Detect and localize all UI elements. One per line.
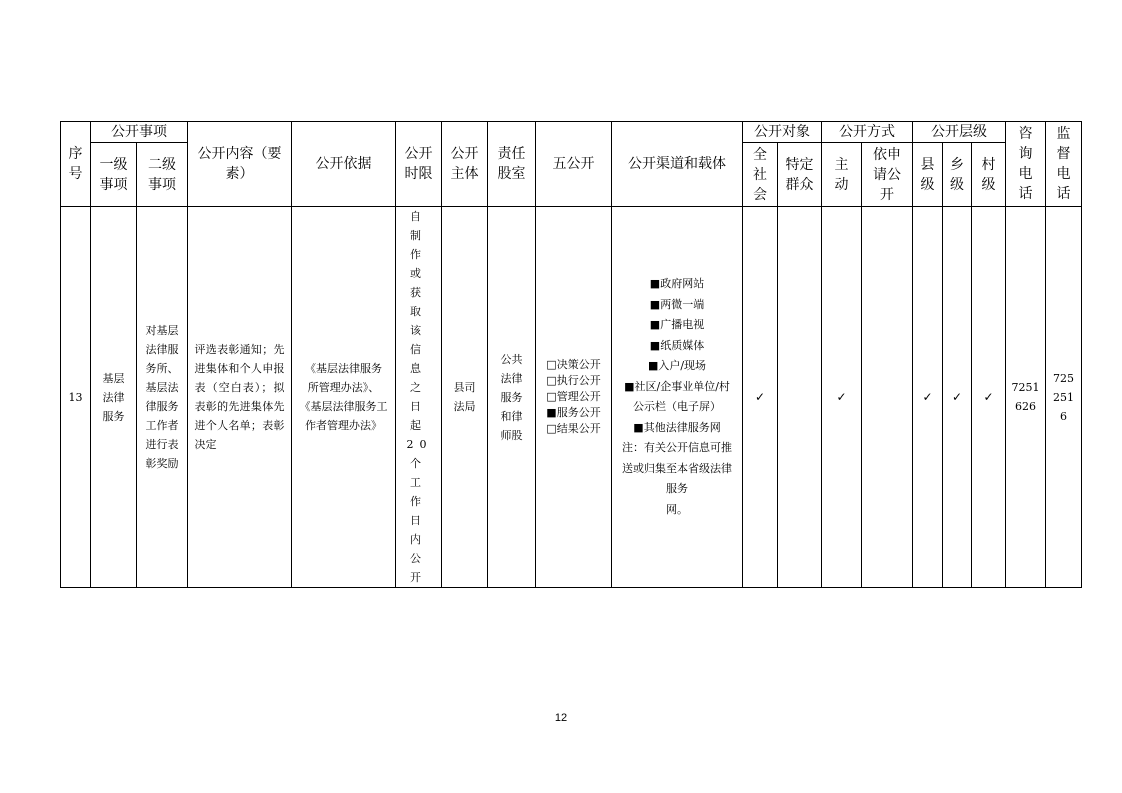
header-level2-text: 二级事项: [148, 156, 176, 193]
header-target-specific-text: 特定群众: [785, 156, 814, 193]
header-content-text: 公开内容（要素）: [197, 146, 282, 182]
row-basis-line-1: 《基层法律服务所管理办法》、: [305, 362, 382, 394]
channel-item: ■入户/现场: [647, 359, 707, 372]
header-level-village: [972, 143, 1006, 207]
five-open-result: □结果公开: [546, 422, 601, 435]
header-level-county-text: 县级: [920, 156, 935, 193]
header-office: [488, 122, 536, 207]
channel-note: 送或归集至本省级法律: [622, 461, 732, 475]
row-target-all-check: ✓: [743, 207, 778, 588]
row-basis-line-2: 《基层法律服务工作者管理办法》: [299, 400, 388, 432]
header-level1: [91, 143, 137, 207]
header-level-village-text: 村级: [981, 156, 996, 193]
table-row: [61, 207, 1082, 588]
header-seq: [61, 122, 91, 207]
header-supervise-phone-text: 监督电话: [1056, 126, 1071, 202]
header-seq-text: 序号: [68, 146, 83, 182]
header-basis: 公开依据: [292, 122, 396, 207]
row-seq: 13: [61, 207, 91, 588]
header-item-group: 公开事项: [91, 122, 188, 143]
header-method-request: [862, 143, 913, 207]
row-time-limit-text: 自制作或获取该信息之日起20个工作日内公开: [406, 210, 433, 584]
channel-note: 服务: [666, 482, 688, 495]
row-five-open: [536, 207, 612, 588]
row-time-limit: [396, 207, 442, 588]
header-supervise-phone: [1046, 122, 1082, 207]
header-level-county: [913, 143, 943, 207]
header-method-request-text: 依申请公开: [873, 146, 901, 203]
header-five-open: 五公开: [536, 122, 612, 207]
row-content-text: 评选表彰通知；先进集体和个人申报表（空白表）；拟表彰的先进集体先进个人名单；表彰决定: [194, 343, 285, 451]
header-method-active: [822, 143, 862, 207]
five-open-execution: □执行公开: [546, 374, 601, 387]
header-target-specific: [778, 143, 822, 207]
five-open-decision: □决策公开: [546, 358, 601, 371]
channel-item: ■社区/企事业单位/村: [624, 379, 730, 393]
channel-note: 注：有关公开信息可推: [622, 441, 732, 454]
header-office-text: 责任股室: [497, 146, 526, 182]
header-consult-phone-text: 咨询电话: [1018, 126, 1033, 202]
header-level-town-text: 乡级: [950, 156, 964, 193]
row-level1: [91, 207, 137, 588]
header-subject-text: 公开主体: [450, 146, 479, 182]
row-level-town-check: ✓: [943, 207, 972, 588]
channel-note: 网。: [666, 502, 688, 516]
row-level-county-check: ✓: [913, 207, 943, 588]
channel-item: ■广播电视: [649, 318, 705, 331]
five-open-service: ■服务公开: [546, 406, 601, 419]
header-subject: [442, 122, 488, 207]
row-subject: [442, 207, 488, 588]
row-level1-text: 基层法律服务: [102, 371, 125, 423]
row-consult-phone-text: 7251626: [1011, 381, 1040, 413]
row-method-request-check: [862, 207, 913, 588]
row-level-village-check: ✓: [972, 207, 1006, 588]
channel-item: 公示栏（电子屏）: [633, 400, 721, 413]
row-consult-phone: [1006, 207, 1046, 588]
row-method-active-check: ✓: [822, 207, 862, 588]
header-consult-phone: [1006, 122, 1046, 207]
header-target-group: 公开对象: [743, 122, 822, 143]
header-time-limit: [396, 122, 442, 207]
channel-item: ■政府网站: [649, 277, 705, 290]
row-supervise-phone-text: 7252516: [1053, 371, 1074, 423]
channel-item: ■其他法律服务网: [633, 420, 721, 434]
header-target-all-text: 全社会: [753, 146, 767, 203]
header-level-town: [943, 143, 972, 207]
header-time-limit-text: 公开时限: [404, 146, 433, 182]
header-target-all: [743, 143, 778, 207]
row-level2-text: 对基层法律服务所、基层法律服务工作者进行表彰奖励: [145, 324, 179, 470]
header-level2: [137, 143, 188, 207]
row-office-text: 公共法律服务和律师股: [500, 352, 523, 442]
header-method-group: 公开方式: [822, 122, 913, 143]
channel-item: ■纸质媒体: [649, 338, 705, 352]
row-content: [188, 207, 292, 588]
channel-item: ■两微一端: [649, 297, 705, 311]
row-target-specific-check: [778, 207, 822, 588]
header-content: [188, 122, 292, 207]
row-subject-text: 县司法局: [453, 381, 476, 413]
page-number: 12: [554, 712, 568, 724]
header-level-group: 公开层级: [913, 122, 1006, 143]
header-level1-text: 一级事项: [99, 156, 128, 193]
five-open-management: □管理公开: [546, 390, 601, 403]
row-supervise-phone: [1046, 207, 1082, 588]
header-channels: 公开渠道和载体: [612, 122, 743, 207]
row-office: [488, 207, 536, 588]
row-channels: [612, 207, 743, 588]
header-method-active-text: 主动: [834, 156, 849, 193]
row-level2: [137, 207, 188, 588]
disclosure-table: [60, 121, 1082, 588]
row-basis: [292, 207, 396, 588]
